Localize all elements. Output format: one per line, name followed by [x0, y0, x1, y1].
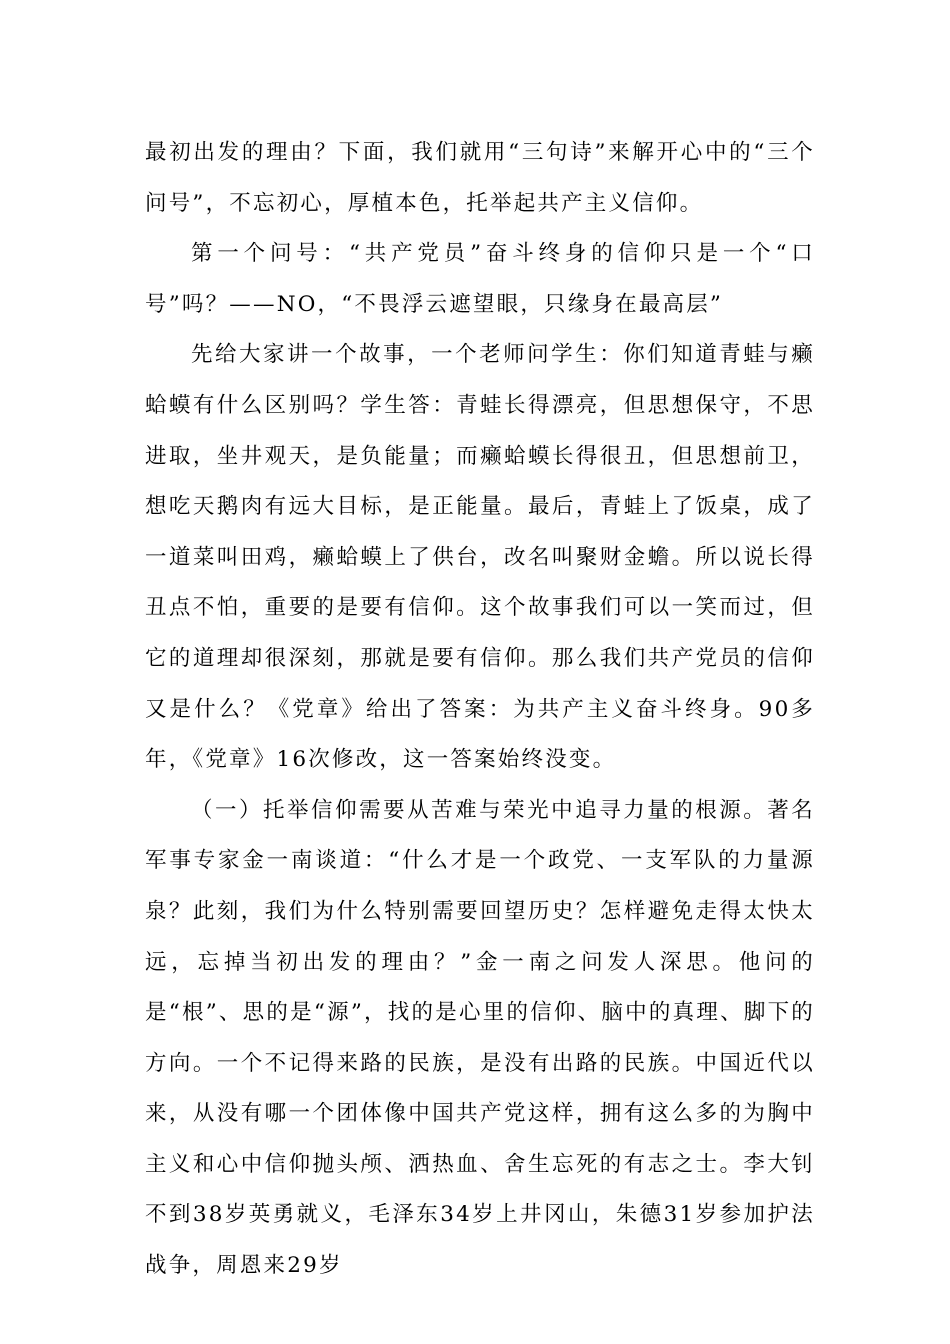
paragraph-2: 第一个问号：“共产党员”奋斗终身的信仰只是一个“口号”吗？——NO，“不畏浮云遮望眼，只缘身在最高层”	[145, 241, 815, 317]
paragraph-4: （一）托举信仰需要从苦难与荣光中追寻力量的根源。著名军事专家金一南谈道：“什么才是一个政党、一支军队的力量源泉？此刻，我们为什么特别需要回望历史？怎样避免走得太快太远，忘掉当初出发的理由？”金一南之问发人深思。他问的是“根”、思的是“源”，找的是心里的信仰、脑中的真理、脚下的方向。一个不记得来路的民族，是没有出路的民族。中国近代以来，从没有哪一个团体像中国共产党这样，拥有这么多的为胸中主义和心中信仰抛头颅、洒热血、舍生忘死的有志之士。李大钊不到38岁英勇就义，毛泽东34岁上井冈山，朱德31岁参加护法战争，周恩来29岁	[145, 797, 815, 1279]
paragraph-1: 最初出发的理由？下面，我们就用“三句诗”来解开心中的“三个问号”，不忘初心，厚植本色，托举起共产主义信仰。	[145, 140, 815, 216]
paragraph-3: 先给大家讲一个故事，一个老师问学生：你们知道青蛙与癞蛤蟆有什么区别吗？学生答：青蛙长得漂亮，但思想保守，不思进取，坐井观天，是负能量；而癞蛤蟆长得很丑，但思想前卫，想吃天鹅肉有远大目标，是正能量。最后，青蛙上了饭桌，成了一道菜叫田鸡，癞蛤蟆上了供台，改名叫聚财金蟾。所以说长得丑点不怕，重要的是要有信仰。这个故事我们可以一笑而过，但它的道理却很深刻，那就是要有信仰。那么我们共产党员的信仰又是什么？《党章》给出了答案：为共产主义奋斗终身。90多年，《党章》16次修改，这一答案始终没变。	[145, 342, 815, 773]
body-text	[145, 128, 815, 1292]
